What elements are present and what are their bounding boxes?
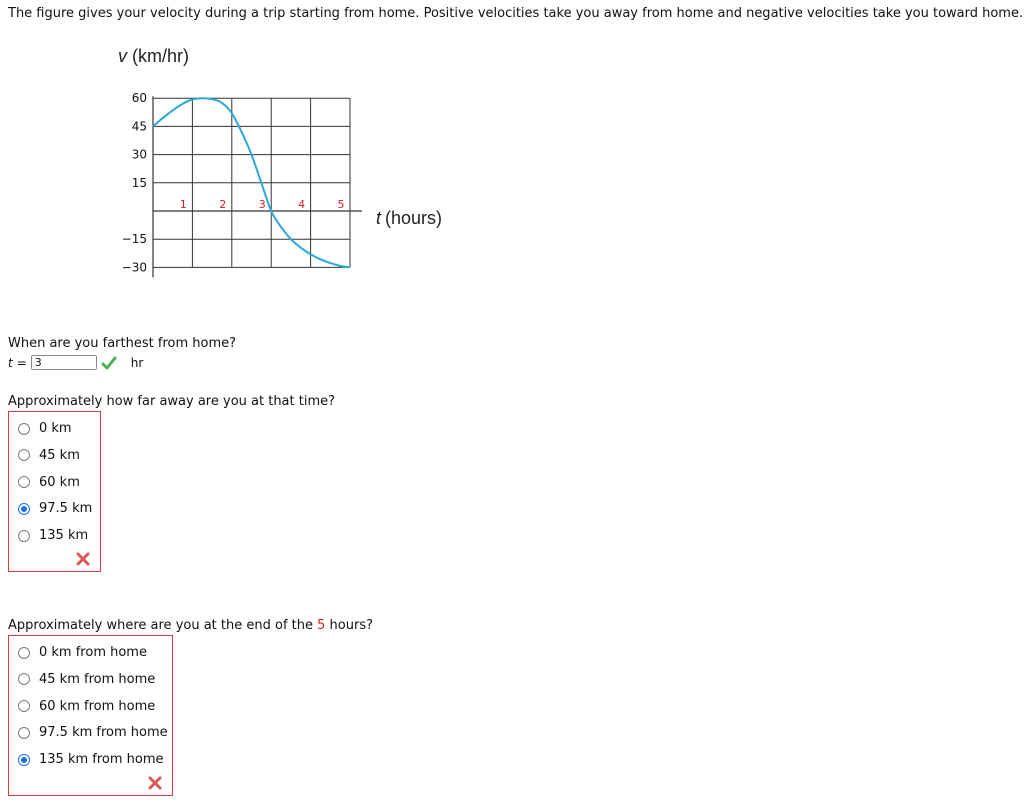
question-1-answer-row xyxy=(8,355,143,370)
distance-choice-option[interactable] xyxy=(18,528,88,543)
graph-grid xyxy=(153,98,350,267)
question-2-choices xyxy=(8,411,101,572)
option-label: 0 km xyxy=(39,421,72,436)
question-2-text: Approximately how far away are you at that time? xyxy=(8,394,336,409)
option-label: 45 km xyxy=(39,447,80,463)
radio-button[interactable] xyxy=(18,754,30,766)
option-label: 60 km from home xyxy=(39,698,156,714)
radio-button[interactable] xyxy=(18,476,30,488)
graph-axes xyxy=(153,96,362,277)
x-tick-label: 3 xyxy=(258,198,266,211)
final-position-choice-option[interactable] xyxy=(18,672,155,687)
final-position-choice-option[interactable] xyxy=(18,752,164,767)
x-tick-labels xyxy=(180,198,345,211)
question-3-text xyxy=(8,618,373,633)
option-label: 60 km xyxy=(39,474,80,490)
x-axis-symbol: t xyxy=(376,208,382,228)
y-tick-label: 60 xyxy=(131,91,147,106)
y-axis-symbol: v xyxy=(118,46,127,66)
option-label: 45 km from home xyxy=(39,671,156,687)
problem-intro: The figure gives your velocity during a trip starting from home. Positive velocities take you away from home and negative velocities take you toward home. xyxy=(8,6,1024,21)
option-label: 135 km xyxy=(39,528,89,544)
y-tick-label: 30 xyxy=(131,147,147,162)
y-tick-label: 45 xyxy=(131,119,147,134)
final-position-choice-option[interactable] xyxy=(18,725,168,740)
y-tick-label: −15 xyxy=(121,232,147,247)
time-unit-label: hr xyxy=(130,355,144,370)
option-label: 135 km from home xyxy=(39,752,164,768)
x-tick-label: 5 xyxy=(337,198,345,211)
final-position-choice-option[interactable] xyxy=(18,645,147,660)
final-position-choice-option[interactable] xyxy=(18,699,155,714)
farthest-time-input[interactable] xyxy=(31,355,97,370)
distance-choice-option[interactable] xyxy=(18,421,72,436)
radio-button[interactable] xyxy=(18,503,30,515)
x-axis-label: (hours) xyxy=(385,208,443,228)
radio-button[interactable] xyxy=(18,700,30,712)
y-axis-label: (km/hr) xyxy=(132,46,189,66)
radio-button[interactable] xyxy=(18,423,30,435)
radio-button[interactable] xyxy=(18,647,30,659)
y-tick-label: 15 xyxy=(131,175,147,190)
velocity-graph xyxy=(100,40,460,300)
distance-choice-option[interactable] xyxy=(18,475,80,490)
check-icon xyxy=(101,356,117,370)
distance-choice-option[interactable] xyxy=(18,501,92,516)
radio-button[interactable] xyxy=(18,727,30,739)
t-variable-label: t xyxy=(8,355,13,370)
y-tick-label: −30 xyxy=(121,260,147,275)
question-1-text: When are you farthest from home? xyxy=(8,336,237,351)
x-icon xyxy=(148,776,162,790)
question-3-choices xyxy=(8,635,173,796)
radio-button[interactable] xyxy=(18,530,30,542)
x-tick-label: 4 xyxy=(298,198,306,211)
x-tick-label: 1 xyxy=(179,198,187,211)
option-label: 97.5 km from home xyxy=(39,725,168,741)
option-label: 97.5 km xyxy=(39,501,93,517)
question-3-text-end: hours? xyxy=(325,618,373,633)
question-3-text-start: Approximately where are you at the end of the xyxy=(8,618,318,633)
question-3-highlight: 5 xyxy=(317,618,326,633)
equals-sign: = xyxy=(16,355,27,370)
option-label: 0 km from home xyxy=(39,645,147,660)
x-tick-label: 2 xyxy=(219,198,227,211)
radio-button[interactable] xyxy=(18,673,30,685)
distance-choice-option[interactable] xyxy=(18,448,80,463)
radio-button[interactable] xyxy=(18,449,30,461)
x-icon xyxy=(76,552,90,566)
y-tick-labels xyxy=(122,91,147,274)
